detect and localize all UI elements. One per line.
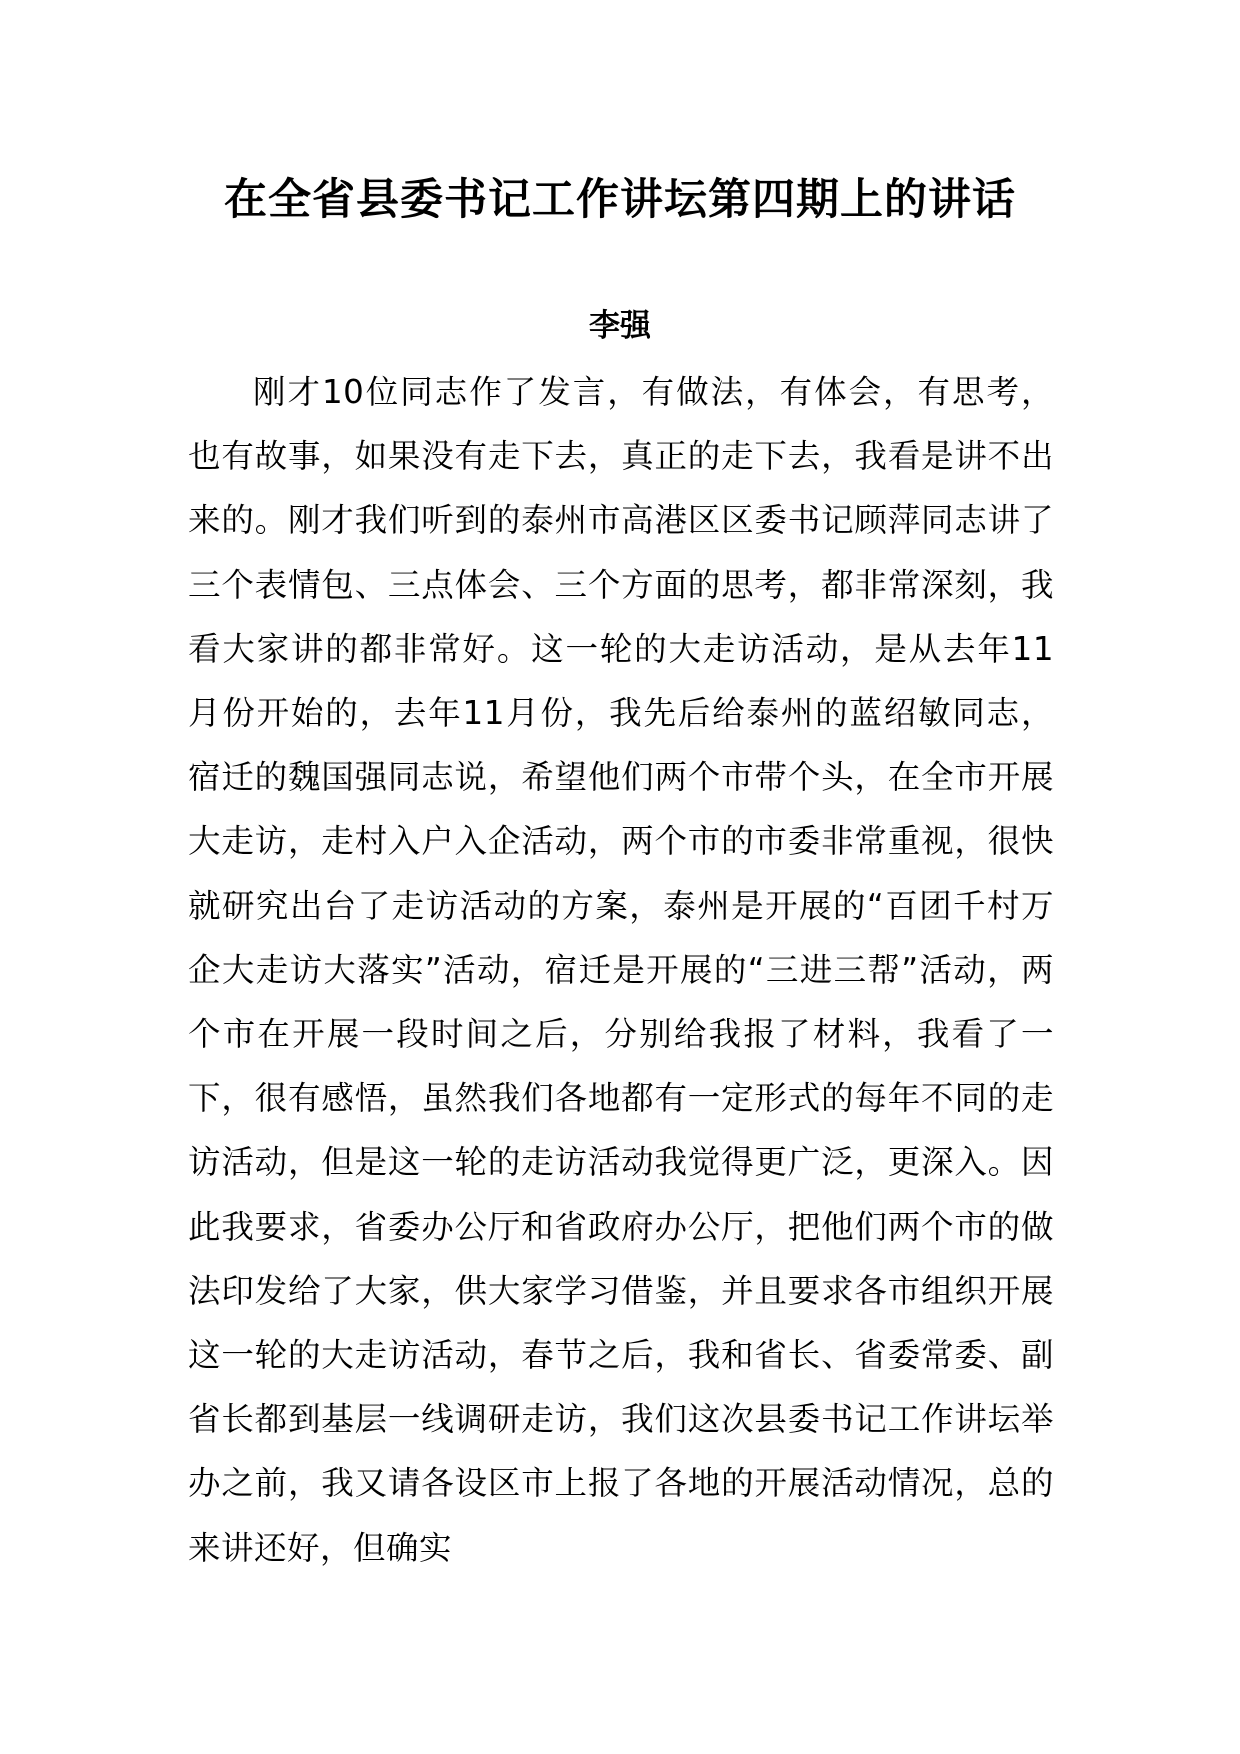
document-title: 在全省县委书记工作讲坛第四期上的讲话 [224,175,1016,225]
document-author: 李强 [589,308,651,344]
body-paragraph: 刚才10位同志作了发言，有做法，有体会，有思考，也有故事，如果没有走下去，真正的走下去，我看是讲不出来的。刚才我们听到的泰州市高港区区委书记顾萍同志讲了三个表情包、三点体会、三个方面的思考，都非常深刻，我看大家讲的都非常好。这一轮的大走访活动，是从去年11月份开始的，去年11月份，我先后给泰州的蓝绍敏同志，宿迁的魏国强同志说，希望他们两个市带个头，在全市开展大走访，走村入户入企活动，两个市的市委非常重视，很快就研究出台了走访活动的方案，泰州是开展的“百团千村万企大走访大落实”活动，宿迁是开展的“三进三帮”活动，两个市在开展一段时间之后，分别给我报了材料，我看了一下，很有感悟，虽然我们各地都有一定形式的每年不同的走访活动，但是这一轮的走访活动我觉得更广泛，更深入。因此我要求，省委办公厅和省政府办公厅，把他们两个市的做法印发给了大家，供大家学习借鉴，并且要求各市组织开展这一轮的大走访活动，春节之后，我和省长、省委常委、副省长都到基层一线调研走访，我们这次县委书记工作讲坛举办之前，我又请各设区市上报了各地的开展活动情况，总的来讲还好，但确实 [188,373,1054,1567]
